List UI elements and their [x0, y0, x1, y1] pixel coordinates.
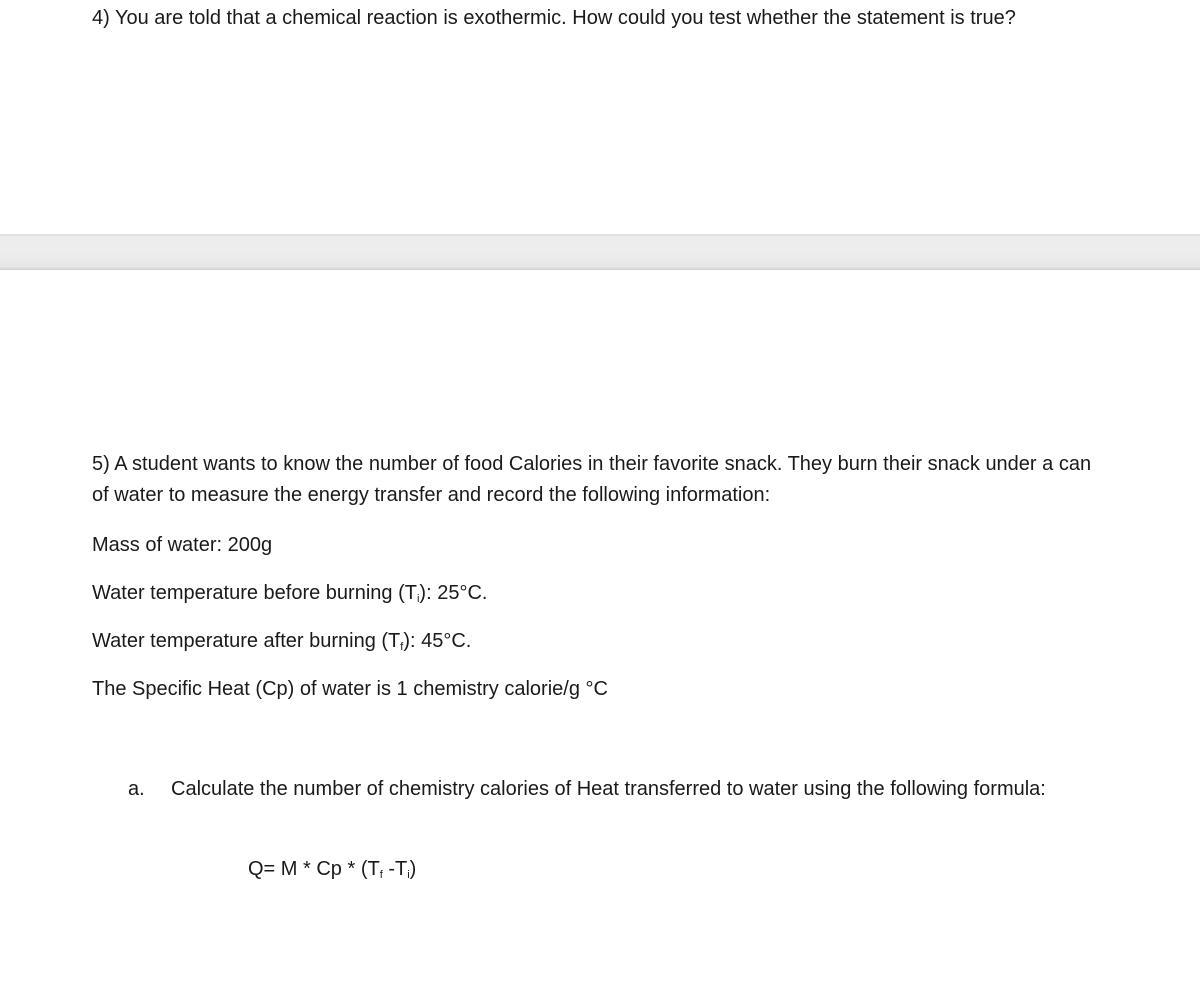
final-temperature-subscript: f — [400, 641, 404, 653]
initial-temperature-suffix: ): 25°C. — [419, 582, 488, 604]
final-temperature-line — [92, 626, 1102, 657]
initial-temperature-prefix: Water temperature before burning (T — [92, 582, 417, 604]
mass-of-water-line: Mass of water: 200g — [92, 534, 273, 556]
formula-subscript-i: i — [407, 869, 410, 881]
formula-part-1: Q= M * Cp * (T — [248, 858, 380, 880]
page-break — [0, 234, 1200, 270]
question-5-intro: 5) A student wants to know the number of food Calories in their favorite snack. They burn their snack under a can of water to measure the energy transfer and record the following information: — [92, 453, 1092, 506]
specific-heat-line: The Specific Heat (Cp) of water is 1 chemistry calorie/g °C — [92, 678, 608, 700]
final-temperature-prefix: Water temperature after burning (T — [92, 630, 401, 652]
final-temperature-suffix: ): 45°C. — [403, 630, 472, 652]
heat-formula — [248, 854, 416, 885]
initial-temperature-line — [92, 578, 1102, 609]
question-4-text: 4) You are told that a chemical reaction is exothermic. How could you test whether the statement is true? — [92, 7, 1016, 29]
formula-subscript-f: f — [379, 869, 383, 881]
page-top — [0, 0, 1200, 234]
question-5 — [92, 449, 1102, 705]
initial-temperature-subscript: i — [416, 593, 420, 605]
part-a-marker: a. — [128, 778, 145, 800]
formula-part-2: -T — [382, 858, 408, 880]
part-a-text: Calculate the number of chemistry calories of Heat transferred to water using the following formula: — [171, 778, 1046, 800]
formula-part-3: ) — [409, 858, 417, 880]
